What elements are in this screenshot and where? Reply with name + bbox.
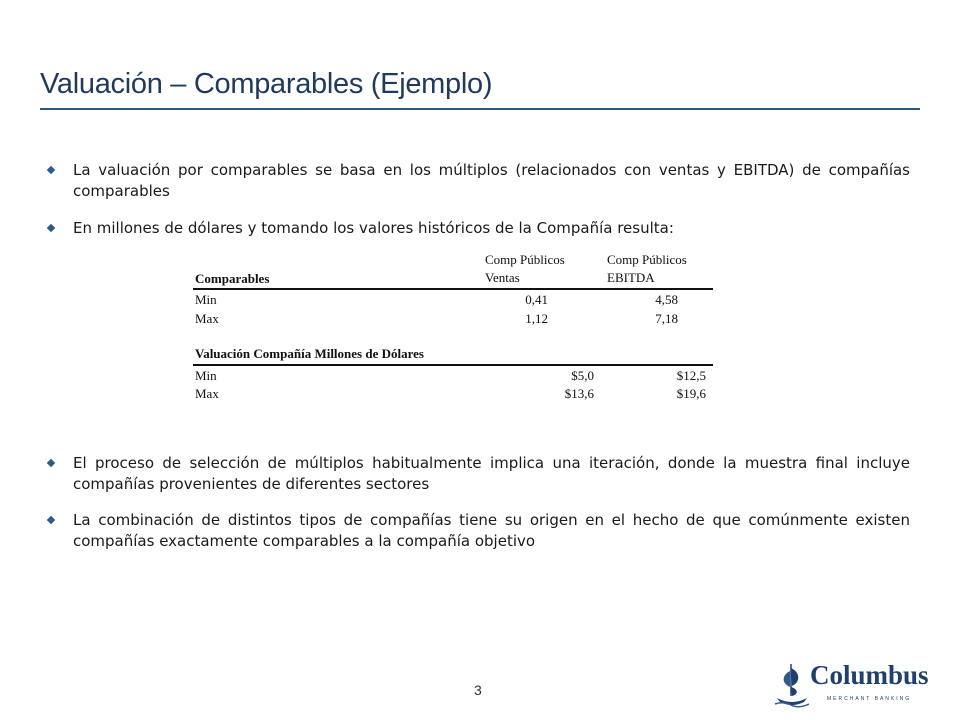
row-value: $13,6 — [564, 386, 594, 401]
col1-header-line1: Comp Públicos — [485, 252, 565, 267]
bullet-text: El proceso de selección de múltiplos habitualmente implica una iteración, donde la muestra final incluye compañías provenientes de diferentes sectores — [73, 454, 910, 493]
table-rule — [193, 364, 713, 366]
bullet-item — [48, 510, 910, 552]
table-rule — [193, 288, 713, 290]
row-label: Max — [195, 311, 219, 326]
bullet-text: La valuación por comparables se basa en los múltiplos (relacionados con ventas y EBITDA) de compañías comparables — [73, 161, 910, 200]
title-divider — [40, 108, 920, 110]
logo-tagline: MERCHANT BANKING — [827, 696, 912, 702]
row-label: Min — [195, 368, 217, 383]
page-title: Valuación – Comparables (Ejemplo) — [40, 68, 493, 100]
sailing-ship-icon — [774, 662, 810, 708]
col1-header-line2: Ventas — [485, 270, 520, 285]
row-value: 7,18 — [655, 311, 678, 326]
row-value: 1,12 — [525, 311, 548, 326]
col2-header-line1: Comp Públicos — [607, 252, 687, 267]
row-value: $5,0 — [571, 368, 594, 383]
bullet-item — [48, 453, 910, 495]
logo-wordmark: Columbus — [810, 660, 929, 690]
section-label-comparables: Comparables — [195, 271, 270, 286]
col2-header-line2: EBITDA — [607, 270, 655, 285]
row-value: 0,41 — [525, 292, 548, 307]
bullet-text: La combinación de distintos tipos de compañías tiene su origen en el hecho de que comúnmente existen compañías exactamente comparables a la compañía objetivo — [73, 511, 910, 550]
row-label: Min — [195, 292, 217, 307]
diamond-bullet-icon — [47, 166, 55, 174]
diamond-bullet-icon — [47, 459, 55, 467]
diamond-bullet-icon — [47, 516, 55, 524]
bullet-item — [48, 160, 910, 202]
columbus-logo — [774, 660, 929, 710]
bullet-text: En millones de dólares y tomando los valores históricos de la Compañía resulta: — [73, 219, 674, 237]
row-value: $12,5 — [676, 368, 706, 383]
section-label-valuation: Valuación Compañía Millones de Dólares — [195, 346, 424, 361]
row-label: Max — [195, 386, 219, 401]
row-value: $19,6 — [676, 386, 706, 401]
bullet-item — [48, 218, 910, 239]
page-number: 3 — [474, 682, 482, 698]
diamond-bullet-icon — [47, 224, 55, 232]
row-value: 4,58 — [655, 292, 678, 307]
